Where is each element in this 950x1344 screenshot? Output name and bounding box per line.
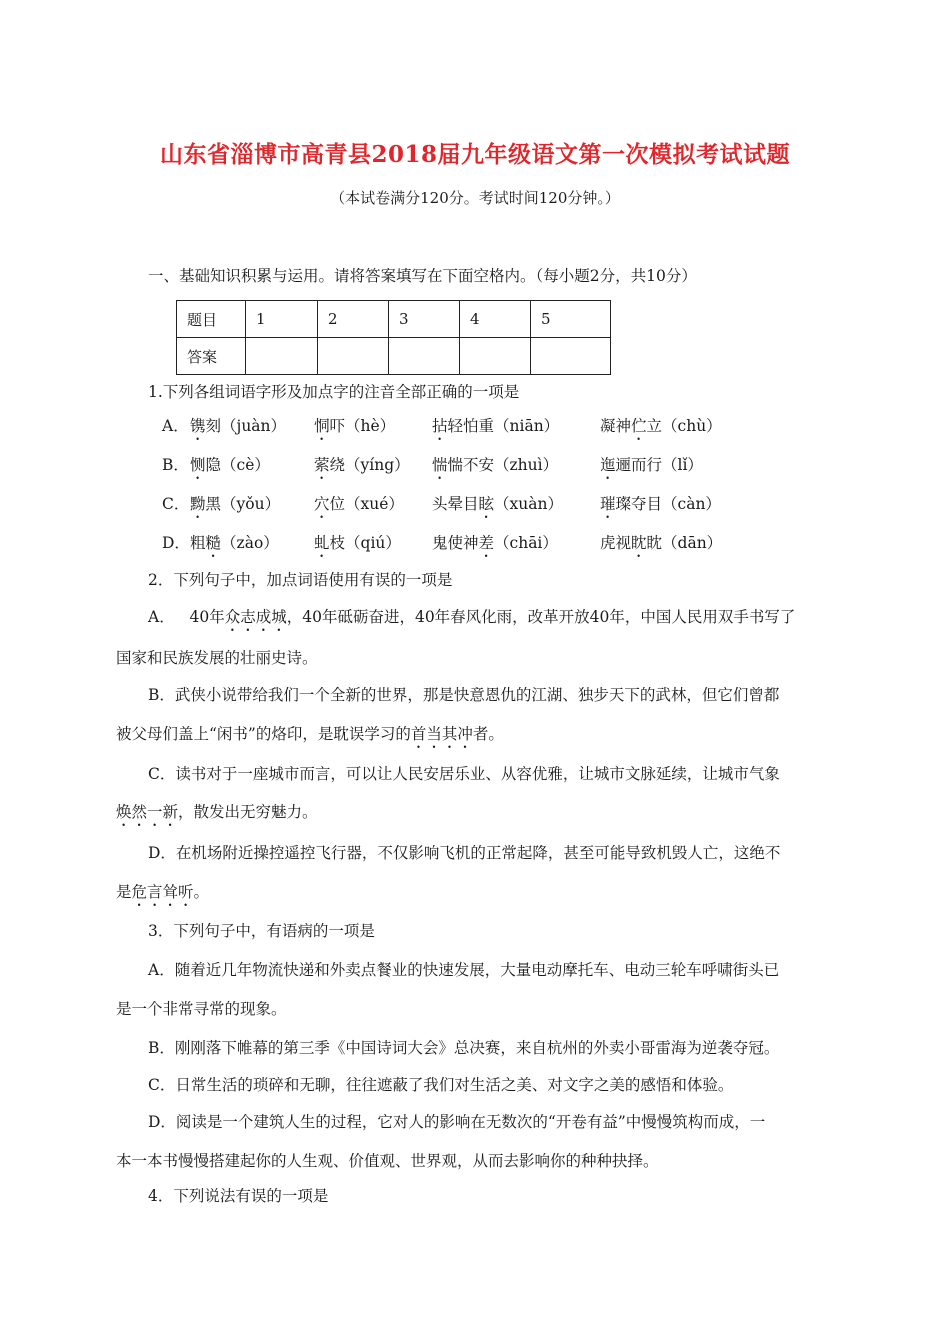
table-cell-num: 3 — [389, 301, 460, 338]
q2-option-d-line1: D．在机场附近操控遥控飞行器，不仅影响飞机的正常起降，甚至可能导致机毁人亡，这绝不 — [148, 844, 781, 862]
q2-option-b-line1: B．武侠小说带给我们一个全新的世界，那是快意恩仇的江湖、独步天下的武林，但它们曾都 — [148, 686, 780, 704]
q3-option-b: B．刚刚落下帷幕的第三季《中国诗词大会》总决赛，来自杭州的外卖小哥雷海为逆袭夺冠。 — [148, 1039, 780, 1057]
question-2-stem: 2．下列句子中，加点词语使用有误的一项是 — [148, 571, 453, 589]
table-cell-num: 1 — [246, 301, 318, 338]
question-3-stem: 3．下列句子中，有语病的一项是 — [148, 922, 375, 940]
q1-option-c-label: C． — [162, 495, 190, 513]
q1-option-c-1: 黝黑（yǒu） — [190, 495, 281, 513]
q1-option-b-2: 萦绕（yíng） — [314, 456, 410, 474]
q2-option-b-line2: 被父母们盖上“闲书”的烙印，是耽误学习的首当其冲者。 — [116, 725, 504, 743]
q1-option-a-3: 拈轻怕重（niān） — [432, 417, 560, 435]
q3-option-c: C．日常生活的琐碎和无聊，往往遮蔽了我们对生活之美、对文字之美的感悟和体验。 — [148, 1076, 734, 1094]
table-row — [177, 301, 611, 338]
q3-option-a-line2: 是一个非常寻常的现象。 — [116, 1000, 287, 1018]
q3-option-a-line1: A．随着近几年物流快递和外卖点餐业的快速发展，大量电动摩托车、电动三轮车呼啸街头已 — [148, 961, 780, 979]
answer-cell[interactable] — [389, 338, 460, 375]
q1-option-d-1: 粗糙（zào） — [190, 534, 279, 552]
q2-option-a-line1: A． 40年众志成城，40年砥砺奋进，40年春风化雨，改革开放40年，中国人民用双手书写了 — [148, 608, 796, 626]
table-cell-num: 5 — [531, 301, 611, 338]
q1-option-d-4: 虎视眈眈（dān） — [600, 534, 723, 552]
answer-cell[interactable] — [531, 338, 611, 375]
q1-option-d-label: D． — [162, 534, 190, 552]
q1-option-d-2: 虬枝（qiú） — [314, 534, 401, 552]
q2-option-a-line2: 国家和民族发展的壮丽史诗。 — [116, 649, 318, 667]
question-4-stem: 4．下列说法有误的一项是 — [148, 1187, 329, 1205]
q1-option-a-1: 镌刻（juàn） — [190, 417, 287, 435]
answer-cell[interactable] — [318, 338, 389, 375]
q2-option-c-line1: C．读书对于一座城市而言，可以让人民安居乐业、从容优雅，让城市文脉延续，让城市气象 — [148, 765, 780, 783]
table-cell-header: 题目 — [177, 301, 246, 338]
q1-option-c-4: 璀璨夺目（càn） — [600, 495, 721, 513]
q1-option-a-label: A． — [162, 417, 189, 435]
q2-option-d-line2: 是危言耸听。 — [116, 883, 210, 901]
q1-option-c-3: 头晕目眩（xuàn） — [432, 495, 563, 513]
answer-cell[interactable] — [246, 338, 318, 375]
q1-option-c-2: 穴位（xué） — [314, 495, 404, 513]
section-heading: 一、基础知识积累与运用。请将答案填写在下面空格内。（每小题2分，共10分） — [148, 267, 697, 285]
q1-option-b-label: B． — [162, 456, 189, 474]
answer-cell[interactable] — [460, 338, 531, 375]
q1-option-a-2: 恫吓（hè） — [314, 417, 396, 435]
q1-option-d-3: 鬼使神差（chāi） — [432, 534, 558, 552]
table-cell-num: 2 — [318, 301, 389, 338]
q1-option-b-3: 惴惴不安（zhuì） — [432, 456, 559, 474]
table-cell-num: 4 — [460, 301, 531, 338]
q1-option-b-1: 恻隐（cè） — [190, 456, 270, 474]
q1-option-b-4: 迤逦而行（lǐ） — [600, 456, 703, 474]
q1-option-a-4: 凝神伫立（chù） — [600, 417, 722, 435]
exam-subtitle: （本试卷满分120分。考试时间120分钟。） — [330, 189, 620, 207]
question-1-stem: 1.下列各组词语字形及加点字的注音全部正确的一项是 — [148, 383, 520, 401]
table-cell-header: 答案 — [177, 338, 246, 375]
answer-table — [176, 300, 611, 375]
table-row — [177, 338, 611, 375]
page-title: 山东省淄博市高青县2018届九年级语文第一次模拟考试试题 — [159, 141, 790, 168]
q3-option-d-line1: D．阅读是一个建筑人生的过程，它对人的影响在无数次的“开卷有益”中慢慢筑构而成，一 — [148, 1113, 766, 1131]
q3-option-d-line2: 本一本书慢慢搭建起你的人生观、价值观、世界观，从而去影响你的种种抉择。 — [116, 1152, 659, 1170]
q2-option-c-line2: 焕然一新，散发出无穷魅力。 — [116, 803, 318, 821]
